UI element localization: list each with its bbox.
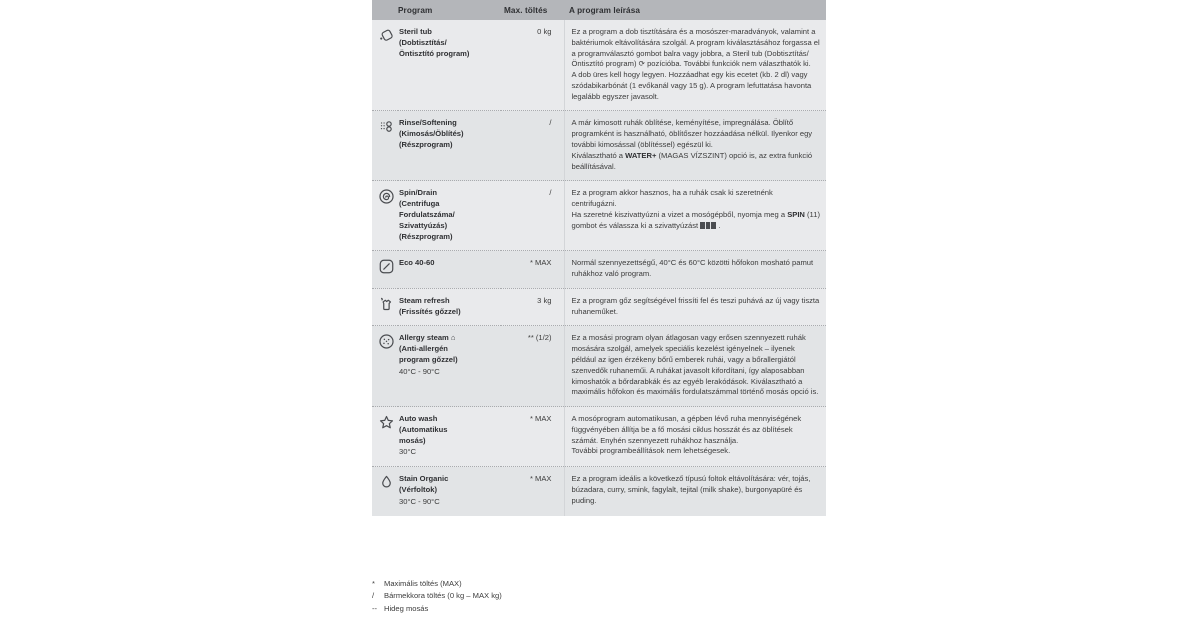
program-name-line: (Részprogram): [399, 231, 453, 241]
program-icon-cell: [372, 407, 398, 467]
table-row: [372, 467, 826, 516]
program-name-line: Stain Organic: [399, 474, 449, 484]
program-description-paragraph: A dob üres kell hogy legyen. Hozzáadhat egy kis ecetet (kb. 2 dl) vagy szódabikarbónát (1 evőkanál vagy 15 g). A program lefuttatása havonta legalább egyszer javasolt.: [571, 70, 812, 101]
table-row: [372, 181, 826, 251]
program-icon-cell: [372, 111, 398, 181]
program-icon-cell: [372, 326, 398, 407]
program-name-cell: [398, 111, 501, 181]
program-table: [372, 0, 826, 516]
star-auto-icon: [378, 414, 395, 431]
program-table-container: [372, 0, 826, 516]
footnote-marker: --: [372, 603, 378, 613]
program-name-cell: [398, 181, 501, 251]
table-header-row: [372, 0, 826, 20]
program-max-load-cell: /: [501, 111, 564, 181]
program-name-line: (Frissítés gőzzel): [399, 306, 461, 316]
program-description-paragraph: Ha szeretné kiszivattyúzni a vizet a mosógépből, nyomja meg a SPIN (11) gombot és válassza ki a szivattyúzást .: [571, 209, 820, 230]
program-name-cell: [398, 326, 501, 407]
program-name-line: program gőzzel): [399, 354, 458, 364]
program-name-line: (Anti-allergén: [399, 344, 448, 354]
steam-shirt-icon: [378, 296, 395, 313]
program-icon-cell: [372, 467, 398, 516]
spiral-spin-icon: [378, 188, 395, 205]
program-name-line: (Vérfoltok): [399, 485, 437, 494]
emphasis-term: WATER+: [625, 150, 657, 160]
program-max-load-cell: 3 kg: [501, 288, 564, 326]
program-name-line: (Centrifuga: [399, 199, 440, 209]
program-temperature: 30°C: [399, 447, 416, 457]
program-name-line: Öntisztító program): [399, 48, 470, 58]
program-name-cell: [398, 288, 501, 326]
program-name-line: (Dobtisztítás/: [399, 37, 447, 47]
drum-tilted-icon: [378, 27, 395, 44]
table-header: [372, 0, 826, 20]
program-name-line: Eco 40-60: [399, 258, 435, 268]
program-name-line: (Részprogram): [399, 140, 453, 150]
program-description-cell: [564, 181, 826, 251]
footnote-item: [372, 590, 702, 602]
column-header-max-load: Max. töltés: [501, 0, 564, 20]
stain-droplet-icon: [378, 474, 395, 491]
program-max-load-cell: * MAX: [501, 251, 564, 289]
program-name-line: Steam refresh: [399, 295, 450, 305]
program-description-paragraph: A már kimosott ruhák öblítése, keményítése, impregnálása. Öblítő programként is használható, öblítőszer hozzáadása nélkül. Ilyenkor egy további kimosással (öblítéssel) egészül ki.: [571, 118, 813, 150]
program-icon-cell: [372, 20, 398, 111]
table-row: [372, 288, 826, 326]
program-description-cell: [564, 251, 826, 289]
footnote-text: Bármekkora töltés (0 kg – MAX kg): [384, 591, 502, 601]
program-max-load-cell: ** (1/2): [501, 326, 564, 407]
program-icon-cell: [372, 251, 398, 289]
program-temperature: 30°C - 90°C: [399, 496, 440, 506]
column-header-icon: [372, 0, 398, 20]
rinse-droplets-icon: [378, 118, 395, 135]
program-description-cell: [564, 111, 826, 181]
column-header-program: Program: [398, 0, 501, 20]
program-name-line: Spin/Drain: [399, 188, 437, 198]
program-name-cell: [398, 20, 501, 111]
program-description-paragraph: A mosóprogram automatikusan, a gépben lévő ruha mennyiségének függvényében állítja be a fő mosási ciklus hosszát és az öblítések számát. Enyhén szennyezett ruhákhoz használja.: [571, 414, 802, 445]
program-max-load-cell: * MAX: [501, 407, 564, 467]
spin-drain-symbol-icon: [700, 222, 716, 229]
program-description-cell: [564, 407, 826, 467]
program-description-cell: [564, 288, 826, 326]
program-icon-cell: [372, 181, 398, 251]
program-name-line: Allergy steam ⌂: [399, 333, 456, 343]
program-max-load-cell: * MAX: [501, 467, 564, 516]
eco-leaf-icon: [378, 258, 395, 275]
table-body: [372, 20, 826, 516]
emphasis-term: SPIN: [787, 209, 805, 219]
program-description-cell: [564, 326, 826, 407]
program-name-cell: [398, 407, 501, 467]
column-header-description: A program leírása: [564, 0, 826, 20]
table-row: [372, 407, 826, 467]
program-name-line: Auto wash: [399, 414, 438, 424]
program-description-paragraph: Ez a program gőz segítségével frissíti fel és teszi puhává az új vagy tiszta ruhaneműket.: [571, 295, 820, 316]
program-description-paragraph: Normál szennyezettségű, 40°C és 60°C közötti hőfokon mosható pamut ruhákhoz való program.: [571, 258, 814, 279]
program-icon-cell: [372, 288, 398, 326]
table-row: [372, 20, 826, 111]
program-description-paragraph: Ez a mosási program olyan átlagosan vagy erősen szennyezett ruhák mosására szolgál, amelyek speciális kezelést igényelnek – ilyenek például az igen érzékeny bőrű emberek ruhái, vagy a bőrallergiától szenvedők ruhaneműi. A ruhákat javasolt kifordítani, így alaposabban kimoshatók a bőrdarabkák és az egyéb lerakódások. Kiválasztható a maximális hőfokon és maximális fordulatszámmal történő mosás opció is.: [571, 333, 819, 397]
table-row: [372, 251, 826, 289]
program-name-line: Fordulatszáma/: [399, 209, 455, 219]
program-name-line: Steril tub: [399, 27, 432, 36]
program-name-line: (Kimosás/Öblítés): [399, 129, 464, 139]
footnote-item: [372, 578, 702, 590]
footnote-item: [372, 603, 702, 615]
table-row: [372, 326, 826, 407]
program-description-paragraph: Ez a program akkor hasznos, ha a ruhák csak ki szeretnénk centrifugázni.: [571, 188, 773, 209]
program-max-load-cell: /: [501, 181, 564, 251]
program-name-cell: [398, 467, 501, 516]
program-name-cell: [398, 251, 501, 289]
footnote-text: Maximális töltés (MAX): [384, 579, 462, 588]
program-name-line: (Automatikus: [399, 424, 448, 434]
program-temperature: 40°C - 90°C: [399, 366, 440, 376]
allergy-circle-icon: [378, 333, 395, 350]
program-description-cell: [564, 467, 826, 516]
program-name-line: Szivattyúzás): [399, 220, 448, 230]
program-description-paragraph: Ez a program ideális a következő típusú foltok eltávolítására: vér, tojás, búzadara, curry, smink, fagylalt, tejital (milk shake), burgonyapüré és puding.: [571, 474, 811, 505]
footnote-marker: /: [372, 591, 375, 601]
program-name-line: Rinse/Softening: [399, 118, 457, 128]
program-description-paragraph: Ez a program a dob tisztítására és a mosószer-maradványok, valamint a baktériumok eltávolítására szolgál. A program kiválasztásához forgassa el a programválasztó gombot balra vagy jobbra, a Steril tub (Dobtisztítás/Öntisztító program) ⟳ pozícióba. További funkciók nem választhatók ki.: [571, 27, 820, 69]
footnote-text: Hideg mosás: [384, 603, 429, 613]
program-name-line: mosás): [399, 435, 426, 445]
footnote-marker: *: [372, 579, 375, 588]
table-row: [372, 111, 826, 181]
footnotes-block: [372, 578, 702, 615]
program-max-load-cell: 0 kg: [501, 20, 564, 111]
program-description-paragraph: További programbeállítások nem lehetségesek.: [571, 446, 731, 456]
program-description-cell: [564, 20, 826, 111]
program-description-paragraph: Kiválasztható a WATER+ (MAGAS VÍZSZINT) opció is, az extra funkció beállításával.: [571, 150, 813, 171]
